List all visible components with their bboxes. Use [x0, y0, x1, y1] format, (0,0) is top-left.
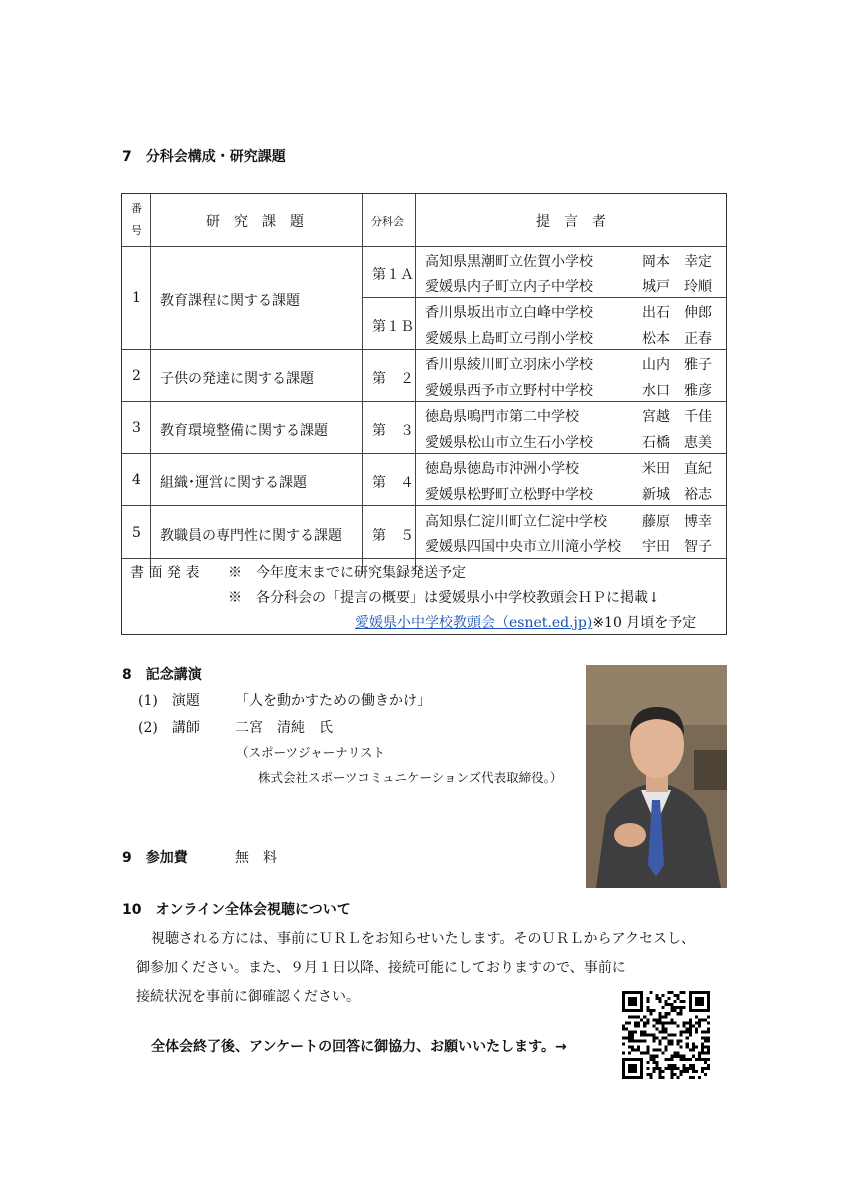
row1b-bunkakai: 第１Ｂ: [372, 319, 414, 335]
section9-heading: 9 参加費: [122, 850, 188, 866]
online-text-line2: 御参加ください。また、９月１日以降、接続可能にしておりますので、事前に: [136, 960, 626, 976]
header-no-top: 番: [131, 202, 142, 215]
footer-label: 書 面 発 表: [130, 565, 200, 581]
proposer-name: 藤原 博幸: [642, 514, 712, 530]
row3-no: 3: [132, 420, 141, 436]
footer-note1: ※ 今年度末までに研究集録発送予定: [228, 565, 466, 581]
header-bunkakai: 分科会: [371, 215, 404, 228]
lecturer-affiliation-2: 株式会社スポーツコミュニケーションズ代表取締役。）: [258, 770, 563, 785]
lecturer-name: 二宮 清純 氏: [235, 720, 333, 736]
section8-heading: 8 記念講演: [122, 667, 202, 683]
proposer-name: 松本 正春: [642, 331, 712, 347]
proposer-name: 宮越 千佳: [642, 409, 712, 425]
proposer-name: 出石 伸郎: [642, 305, 712, 321]
proposer-school: 愛媛県四国中央市立川滝小学校: [425, 539, 621, 555]
research-topics-table: [121, 193, 727, 635]
section7-heading: 7 分科会構成・研究課題: [122, 149, 286, 165]
row4-no: 4: [132, 472, 141, 488]
proposer-school: 香川県坂出市立白峰中学校: [425, 305, 593, 321]
fee-value: 無 料: [235, 850, 277, 866]
esnet-link[interactable]: 愛媛県小中学校教頭会（esnet.ed.jp): [355, 615, 593, 631]
proposer-school: 愛媛県松山市立生石小学校: [425, 435, 593, 451]
row2-bunkakai: 第 ２: [372, 371, 414, 387]
proposer-name: 岡本 幸定: [642, 254, 712, 270]
proposer-school: 高知県仁淀川町立仁淀中学校: [425, 514, 607, 530]
footer-note2: ※ 各分科会の「提言の概要」は愛媛県小中学校教頭会ＨＰに掲載↓: [228, 590, 660, 606]
survey-request: 全体会終了後、アンケートの回答に御協力、お願いいたします。→: [151, 1039, 567, 1055]
footer-link-line: [355, 612, 696, 632]
lecture-title: 「人を動かすための働きかけ」: [235, 693, 431, 709]
header-no-bottom: 号: [131, 224, 142, 237]
lecture-title-label: (1) 演題: [138, 693, 200, 709]
proposer-name: 城戸 玲順: [642, 279, 712, 295]
proposer-name: 米田 直紀: [642, 461, 712, 477]
row1a-bunkakai: 第１Ａ: [372, 267, 414, 283]
footer-link-suffix: ※10 月頃を予定: [592, 615, 697, 631]
proposer-school: 高知県黒潮町立佐賀小学校: [425, 254, 593, 270]
lecturer-photo: [586, 665, 727, 888]
row3-bunkakai: 第 ３: [372, 423, 414, 439]
proposer-school: 愛媛県内子町立内子中学校: [425, 279, 593, 295]
header-proposer: 提 言 者: [536, 214, 606, 230]
row5-no: 5: [132, 525, 141, 541]
proposer-school: 香川県綾川町立羽床小学校: [425, 357, 593, 373]
proposer-school: 愛媛県松野町立松野中学校: [425, 487, 593, 503]
row4-bunkakai: 第 ４: [372, 475, 414, 491]
row5-bunkakai: 第 ５: [372, 528, 414, 544]
lecturer-label: (2) 講師: [138, 720, 200, 736]
row4-subject: 組織･運営に関する課題: [160, 475, 307, 491]
proposer-school: 徳島県徳島市沖洲小学校: [425, 461, 579, 477]
row2-subject: 子供の発達に関する課題: [160, 371, 314, 387]
row5-subject: 教職員の専門性に関する課題: [160, 528, 342, 544]
survey-qr-code[interactable]: [622, 991, 710, 1079]
online-text-line3: 接続状況を事前に御確認ください。: [136, 989, 360, 1005]
row2-no: 2: [132, 368, 141, 384]
proposer-school: 愛媛県西予市立野村中学校: [425, 383, 593, 399]
proposer-name: 水口 雅彦: [642, 383, 712, 399]
proposer-name: 宇田 智子: [642, 539, 712, 555]
row1-subject: 教育課程に関する課題: [160, 293, 300, 309]
proposer-name: 新城 裕志: [642, 487, 712, 503]
proposer-name: 山内 雅子: [642, 357, 712, 373]
row1-no: 1: [132, 290, 141, 306]
header-subject: 研 究 課 題: [206, 214, 304, 230]
proposer-school: 徳島県鳴門市第二中学校: [425, 409, 579, 425]
online-text-line1: 視聴される方には、事前にＵＲＬをお知らせいたします。そのＵＲＬからアクセスし、: [151, 931, 696, 947]
row3-subject: 教育環境整備に関する課題: [160, 423, 328, 439]
proposer-name: 石橋 恵美: [642, 435, 712, 451]
lecturer-affiliation-1: （スポーツジャーナリスト: [236, 745, 386, 760]
proposer-school: 愛媛県上島町立弓削小学校: [425, 331, 593, 347]
section10-heading: 10 オンライン全体会視聴について: [122, 902, 351, 918]
